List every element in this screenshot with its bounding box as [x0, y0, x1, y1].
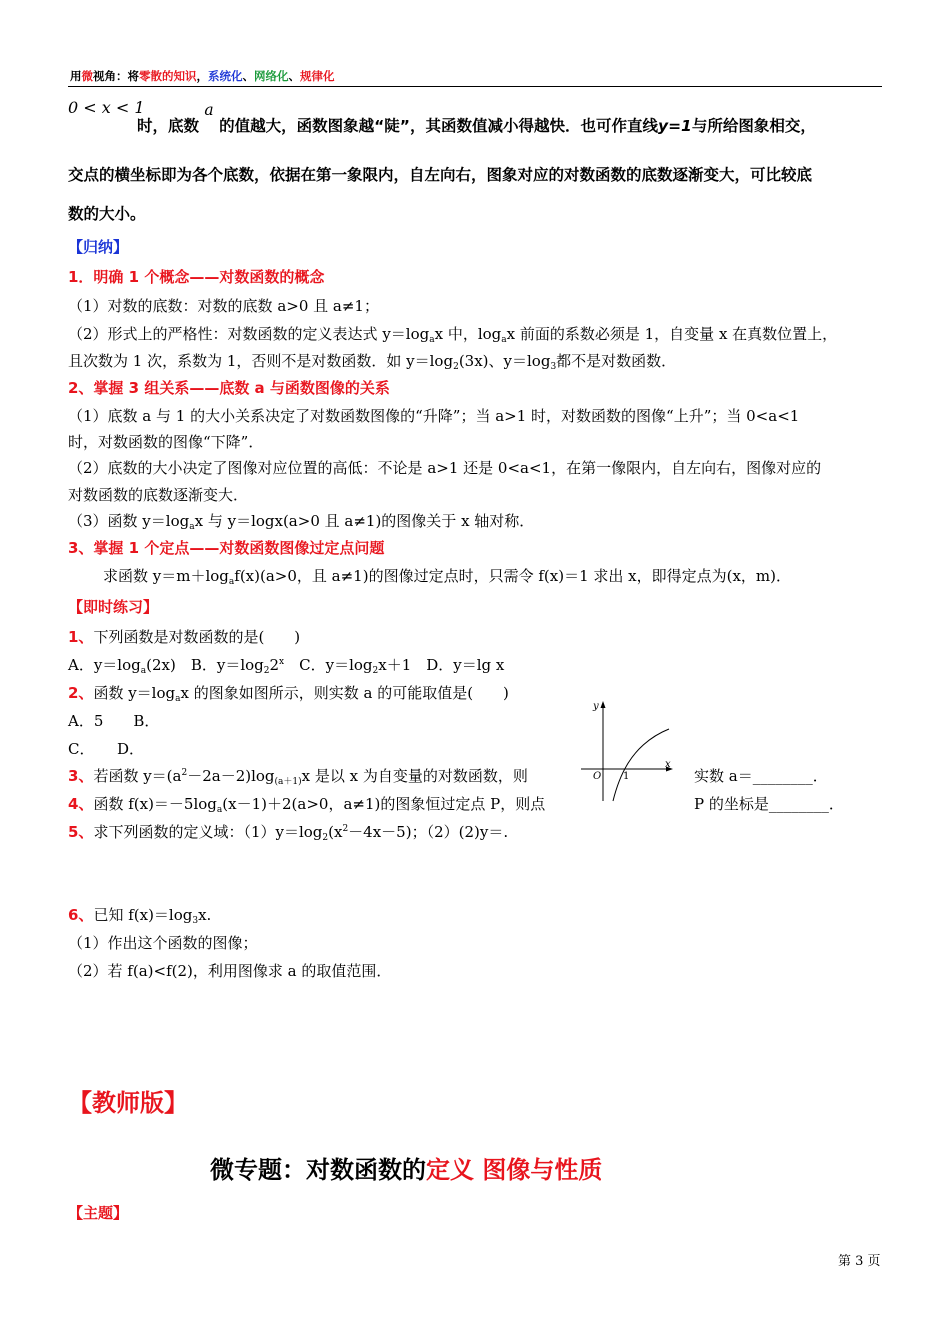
practice-heading: 【即时练习】: [68, 598, 159, 616]
superscript: 2: [342, 824, 349, 834]
q3-number: 3、: [68, 767, 94, 785]
subscript: a: [140, 666, 147, 676]
teacher-label: 【教师版】: [68, 1089, 188, 1117]
q1-option-text: x＋1 D．y＝lg x: [378, 656, 505, 674]
q5-text: 求下列函数的定义域：（1）y＝log: [93, 823, 323, 841]
subscript: a: [501, 335, 507, 345]
s1-text: （2）形式上的严格性：对数函数的定义表达式 y＝log: [68, 325, 430, 343]
q5: [68, 821, 508, 843]
intro-y1: y=1: [657, 117, 692, 135]
s2-line-4: 对数函数的底数逐渐变大．: [68, 486, 249, 504]
q1-option-text: 2: [269, 656, 280, 674]
topic-heading: 【主题】: [68, 1204, 129, 1222]
s2-line-1: （1）底数 a 与 1 的大小关系决定了对数函数图像的“升降”；当 a>1 时，对数函数的图像“上升”；当 0<a<1: [68, 407, 800, 425]
subscript: a: [175, 694, 181, 704]
subscript: a: [429, 335, 435, 345]
subscript: a: [189, 522, 195, 532]
q3-text: 若函数 y＝(a: [93, 767, 182, 785]
superscript: x: [279, 657, 285, 667]
subscript: 2: [453, 362, 459, 372]
page-header: [70, 68, 335, 84]
subscript: (a＋1): [274, 777, 302, 787]
q1: [68, 626, 300, 647]
q4-answer: P 的坐标是________．: [694, 795, 844, 813]
page-title: [210, 1150, 602, 1185]
header-text: 零散的知识: [139, 69, 197, 83]
y-label: y: [593, 701, 599, 712]
header-text: 系统化: [208, 69, 243, 83]
s2-line-2: 时，对数函数的图像“下降”．: [68, 433, 264, 451]
q2-text: 函数 y＝log: [93, 684, 176, 702]
s1-line-2: [68, 323, 837, 345]
header-text: 微: [81, 69, 93, 83]
q5-text: (x: [328, 823, 343, 841]
q2-options-cd: C． D．: [68, 740, 145, 758]
s3-text: 求函数 y＝m＋log: [103, 567, 229, 585]
intro-text: 与所给图象相交，: [691, 117, 816, 135]
s1-text: (3x)、y＝log: [458, 352, 551, 370]
header-text: 规律化: [300, 69, 335, 83]
intro-math: [68, 98, 145, 117]
header-divider: [68, 86, 882, 87]
q2-text: x 的图象如图所示，则实数 a 的可能取值是( ): [180, 684, 509, 702]
q1-number: 1、: [68, 628, 94, 646]
q1-text: 下列函数是对数函数的是( ): [93, 628, 301, 646]
header-text: ，: [196, 69, 208, 83]
q6: [68, 904, 211, 926]
header-text: 用: [70, 69, 82, 83]
intro-line-3: 数的大小。: [68, 205, 146, 223]
subscript: a: [216, 805, 223, 815]
log-graph: [577, 697, 677, 803]
subscript: 3: [550, 362, 557, 372]
title-text-red: 定义 图像与性质: [426, 1156, 603, 1184]
section-2-title: 2、掌握 3 组关系——底数 a 与函数图像的关系: [68, 379, 390, 397]
s3-text: f(x)(a>0，且 a≠1)的图像过定点时，只需令 f(x)＝1 求出 x，即得定点为(x，m)．: [234, 567, 791, 585]
log-graph-svg: [577, 697, 677, 803]
s3-line-1: [103, 565, 791, 587]
header-text: 网络化: [254, 69, 289, 83]
origin-label: O: [593, 771, 602, 782]
q1-options: [68, 654, 504, 676]
intro-var-a: a: [204, 101, 214, 119]
q2: [68, 682, 509, 704]
superscript: 2: [181, 768, 188, 778]
subscript: 2: [322, 833, 329, 843]
subscript: 3: [192, 916, 199, 926]
q1-option-text: C．y＝log: [284, 656, 373, 674]
intro-math-text: 0 < x < 1: [68, 98, 145, 117]
header-text: 、: [242, 69, 254, 83]
s2-line-3: （2）底数的大小决定了图像对应位置的高低：不论是 a>1 还是 0<a<1，在第一像限内，自左向右，图像对应的: [68, 459, 822, 477]
intro-line-2: 交点的横坐标即为各个底数，依据在第一象限内，自左向右，图象对应的对数函数的底数逐渐变大，可比较底: [68, 166, 813, 184]
log-curve: [613, 729, 669, 801]
one-label: 1: [623, 771, 630, 782]
s1-line-3: [68, 350, 676, 372]
q5-number: 5、: [68, 823, 94, 841]
s2-text: x 与 y＝logx(a>0 且 a≠1)的图像关于 x 轴对称．: [194, 512, 535, 530]
q5-text: －4x－5)；（2）(2)y＝.: [348, 823, 509, 841]
q1-option-text: (2x) B．y＝log: [146, 656, 264, 674]
subscript: 2: [372, 666, 379, 676]
s1-line-1: （1）对数的底数：对数的底数 a>0 且 a≠1；: [68, 297, 379, 315]
header-text: 视角：将: [93, 69, 139, 83]
subscript: a: [228, 577, 235, 587]
header-text: 、: [288, 69, 300, 83]
q6-line-1: （1）作出这个函数的图像；: [68, 934, 258, 952]
section-1-title: 1．明确 1 个概念——对数函数的概念: [68, 268, 325, 286]
subscript: 2: [263, 666, 270, 676]
x-label: x: [665, 759, 671, 770]
q3: [68, 765, 528, 787]
title-text: 微专题：对数函数的: [210, 1156, 426, 1184]
page-number: 第 3 页: [838, 1254, 881, 1269]
q6-number: 6、: [68, 906, 94, 924]
s2-text: （3）函数 y＝log: [68, 512, 190, 530]
intro-text: 的值越大，函数图象越“陡”，其函数值减小得越快．也可作直线: [219, 117, 658, 135]
q4: [68, 793, 545, 815]
q2-number: 2、: [68, 684, 94, 702]
q4-number: 4、: [68, 795, 94, 813]
intro-text: 时，底数: [137, 117, 200, 135]
s1-text: x 中，log: [434, 325, 502, 343]
q3-answer: 实数 a＝________．: [694, 767, 828, 785]
s1-text: x 前面的系数必须是 1，自变量 x 在真数位置上，: [506, 325, 838, 343]
q3-text: －2a－2)log: [187, 767, 275, 785]
s1-text: 且次数为 1 次，系数为 1，否则不是对数函数．如 y＝log: [68, 352, 454, 370]
q4-text: (x－1)＋2(a>0，a≠1)的图象恒过定点 P，则点: [222, 795, 546, 813]
s1-text: 都不是对数函数．: [556, 352, 677, 370]
intro-line-1: [137, 101, 816, 136]
q6-text: 已知 f(x)＝log: [93, 906, 193, 924]
q6-line-2: （2）若 f(a)<f(2)，利用图像求 a 的取值范围．: [68, 962, 392, 980]
q6-text: x.: [198, 906, 212, 924]
q1-option-text: A．y＝log: [68, 656, 141, 674]
section-3-title: 3、掌握 1 个定点——对数函数图像过定点问题: [68, 539, 385, 557]
q2-options-ab: A．5 B．: [68, 712, 160, 730]
y-axis-arrow: [601, 701, 606, 708]
s2-line-5: [68, 510, 534, 532]
q3-text: x 是以 x 为自变量的对数函数，则: [301, 767, 528, 785]
guina-heading: 【归纳】: [68, 238, 129, 256]
q4-text: 函数 f(x)＝－5log: [93, 795, 217, 813]
